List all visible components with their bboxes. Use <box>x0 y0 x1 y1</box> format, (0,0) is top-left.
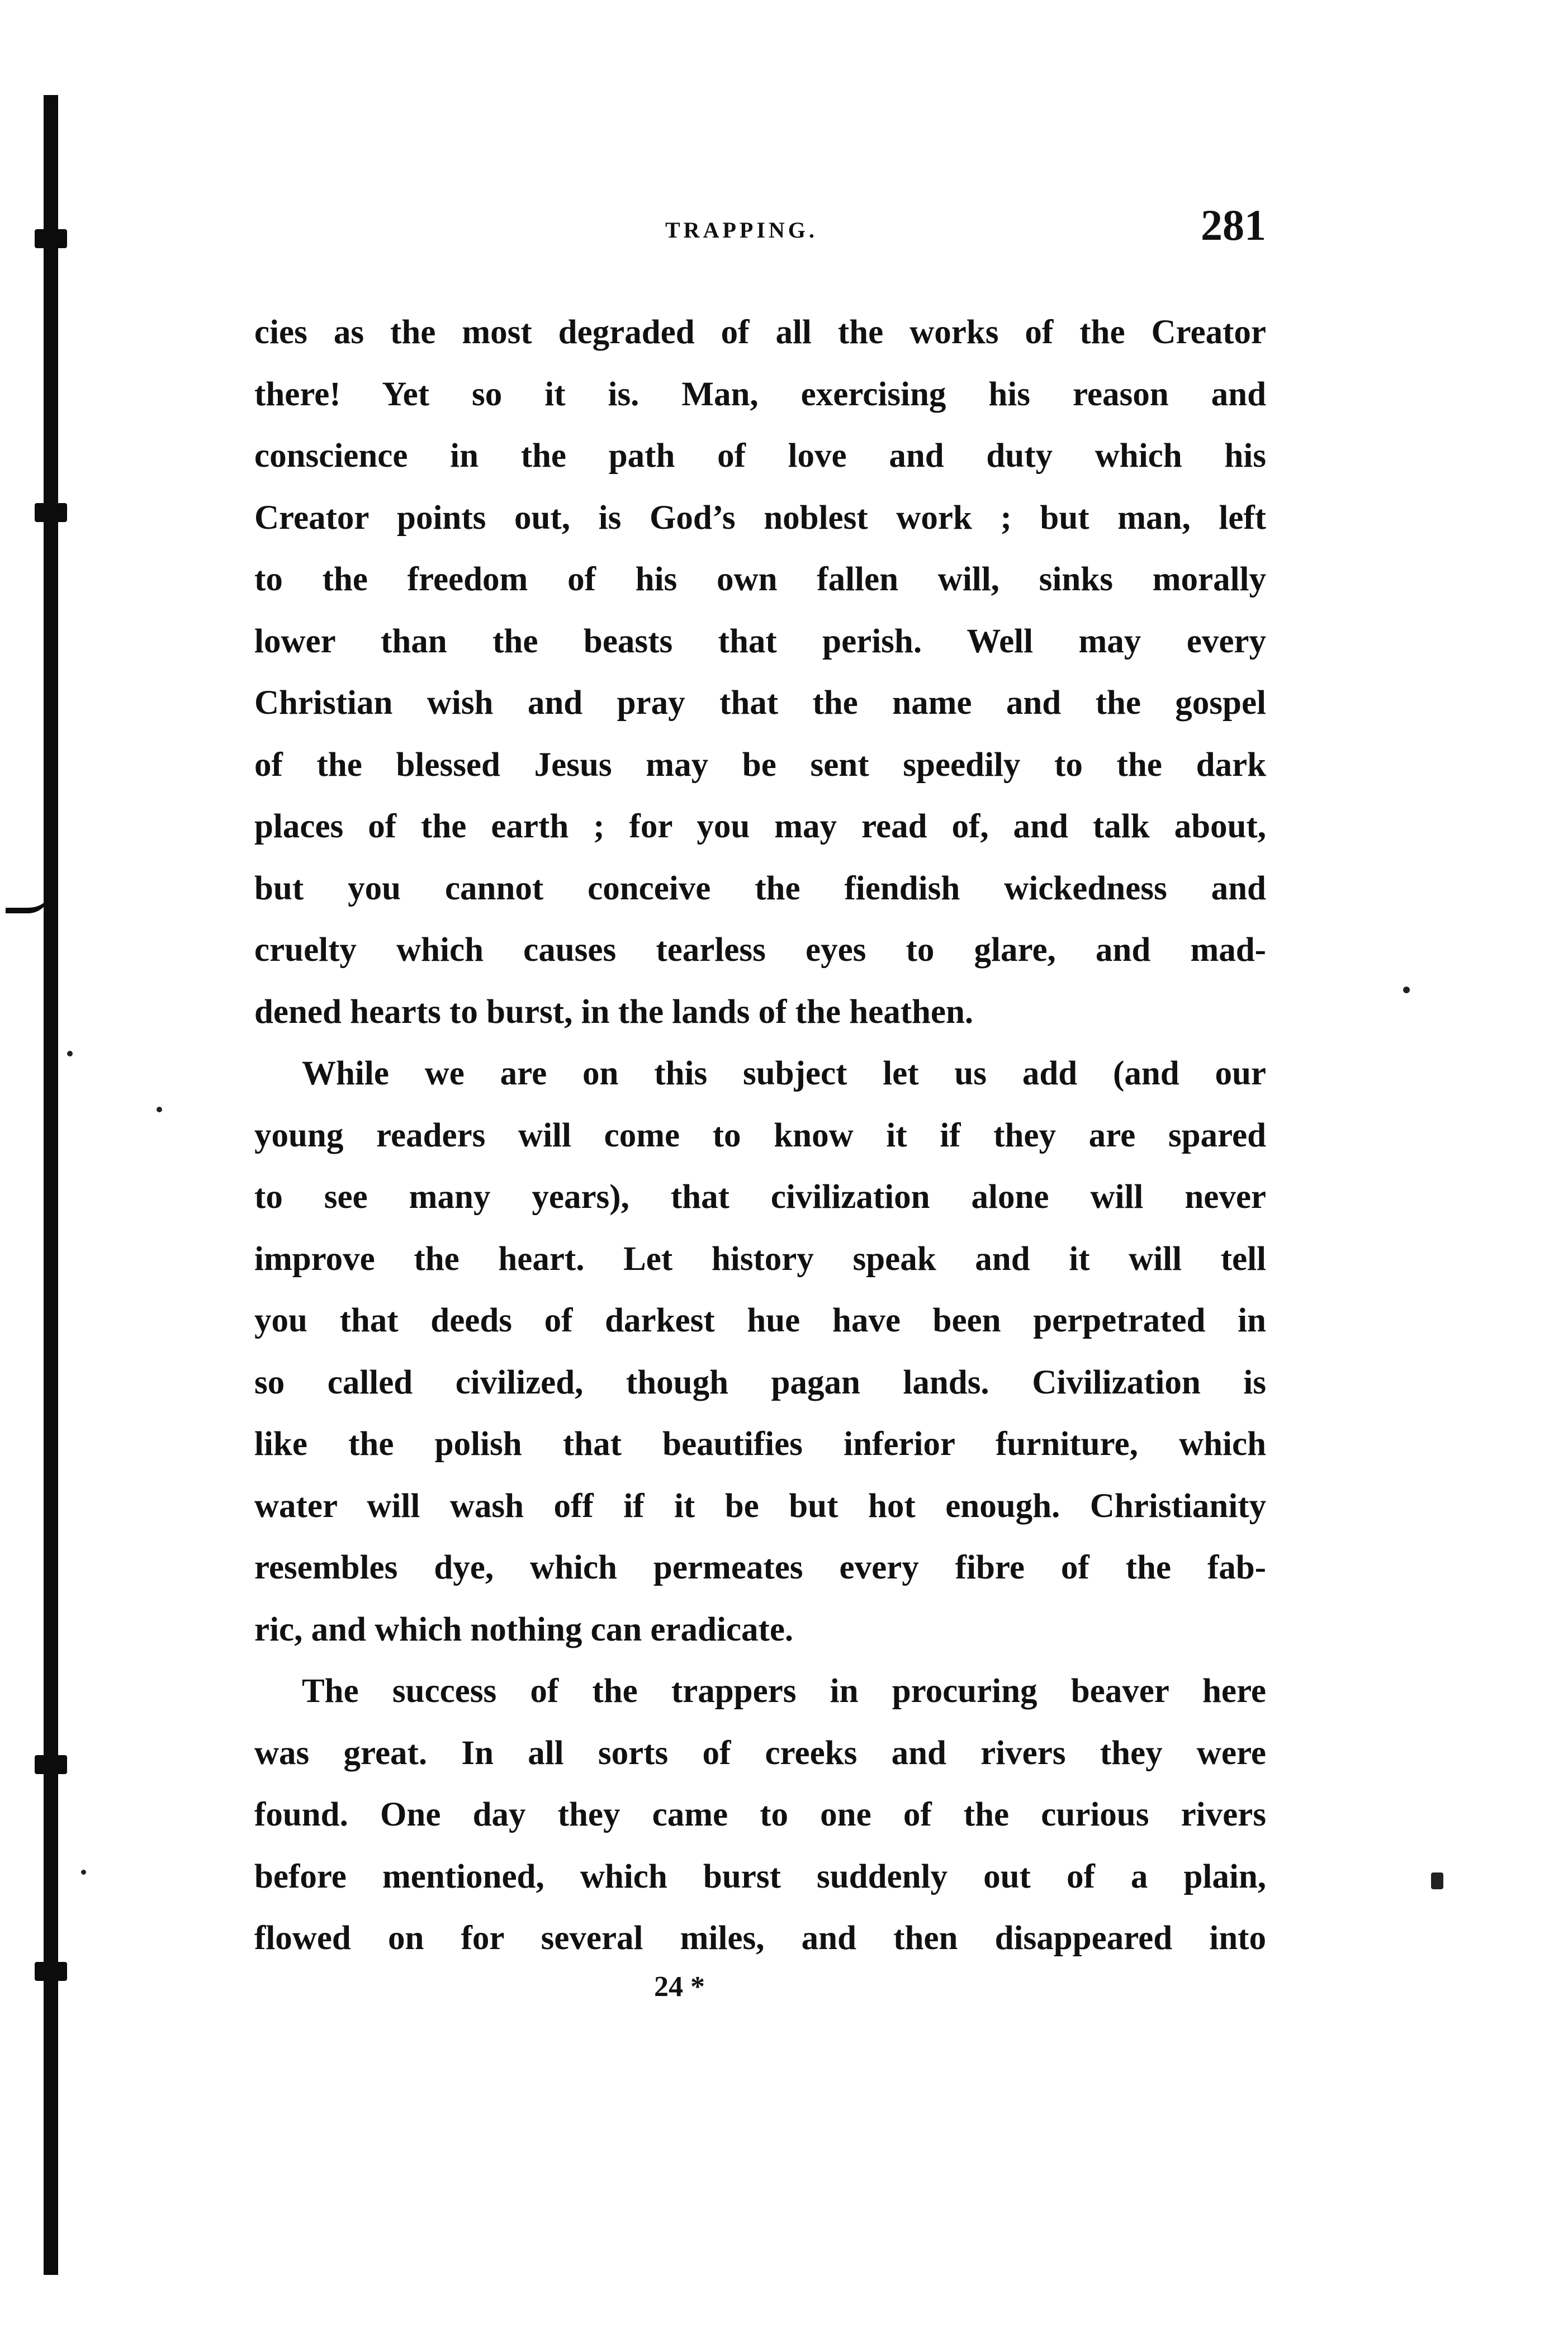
text-line: dened hearts to burst, in the lands of the heathen. <box>254 993 974 1031</box>
text-line: to see many years), that civilization alone will never <box>254 1178 1266 1216</box>
text-line: like the polish that beautifies inferior furniture, which <box>254 1425 1266 1463</box>
text-line: to the freedom of his own fallen will, sinks morally <box>254 561 1266 598</box>
binding-edge <box>44 95 58 2275</box>
text-line: before mentioned, which burst suddenly out of a plain, <box>254 1857 1266 1895</box>
text-line: of the blessed Jesus may be sent speedily to the dark <box>254 746 1266 784</box>
binding-tick <box>35 1962 67 1981</box>
text-line: was great. In all sorts of creeks and rivers they were <box>254 1734 1266 1772</box>
text-line: young readers will come to know it if they are spared <box>254 1116 1266 1154</box>
text-line: found. One day they came to one of the curious rivers <box>254 1796 1266 1833</box>
binding-tick <box>35 1755 67 1774</box>
text-line: there! Yet so it is. Man, exercising his reason and <box>254 375 1266 413</box>
text-line: The success of the trappers in procuring beaver here <box>302 1672 1266 1710</box>
signature-mark: 24 * <box>654 1971 705 2003</box>
scan-speck <box>67 1051 73 1056</box>
scan-speck <box>1403 987 1410 993</box>
scan-speck <box>81 1870 86 1875</box>
text-line: but you cannot conceive the fiendish wickedness and <box>254 869 1266 907</box>
text-line: places of the earth ; for you may read of, and talk about, <box>254 808 1266 845</box>
text-line: cies as the most degraded of all the works of the Creator <box>254 314 1266 351</box>
text-line: Creator points out, is God’s noblest work ; but man, left <box>254 499 1266 537</box>
text-line: improve the heart. Let history speak and it will tell <box>254 1240 1266 1278</box>
body-text <box>254 302 1266 1970</box>
text-line: lower than the beasts that perish. Well may every <box>254 622 1266 660</box>
text-line: conscience in the path of love and duty which his <box>254 437 1266 475</box>
scan-speck <box>1431 1872 1443 1889</box>
text-line: ric, and which nothing can eradicate. <box>254 1610 794 1648</box>
text-line: so called civilized, though pagan lands. Civilization is <box>254 1363 1266 1401</box>
scan-speck <box>157 1107 162 1112</box>
text-line: you that deeds of darkest hue have been perpetrated in <box>254 1302 1266 1339</box>
paragraph <box>254 302 1266 1043</box>
running-title: TRAPPING. <box>665 217 818 243</box>
paragraph <box>254 1661 1266 1970</box>
text-line: While we are on this subject let us add (and our <box>302 1055 1266 1092</box>
running-head <box>254 200 1266 250</box>
text-line: water will wash off if it be but hot enough. Christianity <box>254 1487 1266 1525</box>
page-number: 281 <box>1201 201 1266 249</box>
text-line: flowed on for several miles, and then disappeared into <box>254 1919 1266 1957</box>
binding-tick <box>35 229 67 248</box>
binding-tick <box>35 503 67 522</box>
text-line: resembles dye, which permeates every fibre of the fab- <box>254 1549 1266 1586</box>
text-line: cruelty which causes tearless eyes to glare, and mad- <box>254 931 1266 969</box>
paragraph <box>254 1043 1266 1661</box>
text-line: Christian wish and pray that the name and the gospel <box>254 684 1266 722</box>
